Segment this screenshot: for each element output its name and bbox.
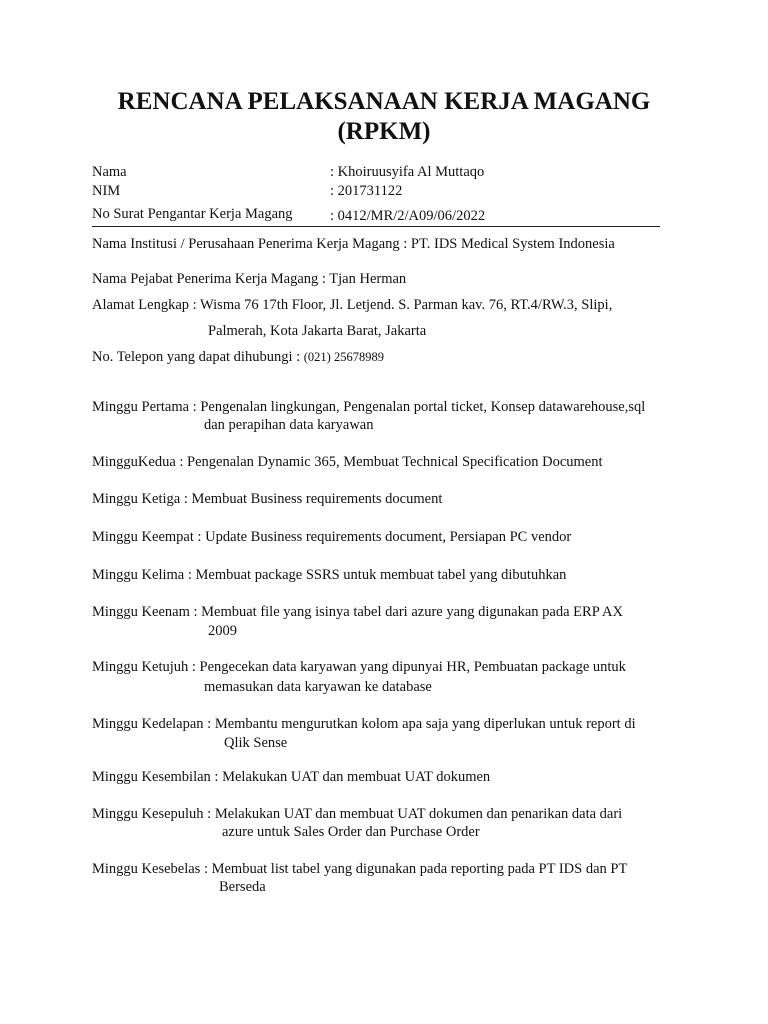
week-4-line-1: Minggu Keempat : Update Business requirements document, Persiapan PC vendor (92, 529, 572, 545)
address-line-2: Palmerah, Kota Jakarta Barat, Jakarta (208, 323, 427, 339)
week-2-line-1: MingguKedua : Pengenalan Dynamic 365, Membuat Technical Specification Document (92, 454, 603, 470)
document-title: RENCANA PELAKSANAAN KERJA MAGANG (117, 88, 651, 115)
letter-number-label: No Surat Pengantar Kerja Magang (92, 206, 293, 222)
letter-number-value: : 0412/MR/2/A09/06/2022 (330, 208, 486, 224)
week-7-line-2: memasukan data karyawan ke database (204, 679, 432, 695)
week-11-line-1: Minggu Kesebelas : Membuat list tabel yang digunakan pada reporting pada PT IDS dan PT (92, 861, 628, 877)
week-5-line-1: Minggu Kelima : Membuat package SSRS untuk membuat tabel yang dibutuhkan (92, 567, 567, 583)
week-8-line-1: Minggu Kedelapan : Membantu mengurutkan kolom apa saja yang diperlukan untuk report di (92, 716, 636, 732)
week-9-line-1: Minggu Kesembilan : Melakukan UAT dan membuat UAT dokumen (92, 769, 491, 785)
week-6-line-1: Minggu Keenam : Membuat file yang isinya tabel dari azure yang digunakan pada ERP AX (92, 604, 623, 620)
divider-line (92, 226, 660, 227)
week-6-line-2: 2009 (208, 623, 237, 639)
week-8-line-2: Qlik Sense (224, 735, 288, 751)
week-1-line-2: dan perapihan data karyawan (204, 417, 374, 433)
phone-label: No. Telepon yang dapat dihubungi : (92, 349, 304, 365)
phone-line (92, 348, 384, 366)
official-line: Nama Pejabat Penerima Kerja Magang : Tjan Herman (92, 271, 407, 287)
week-11-line-2: Berseda (219, 879, 266, 895)
week-10-line-1: Minggu Kesepuluh : Melakukan UAT dan membuat UAT dokumen dan penarikan data dari (92, 806, 623, 822)
week-1-line-1: Minggu Pertama : Pengenalan lingkungan, Pengenalan portal ticket, Konsep datawarehouse,sql (92, 399, 646, 415)
week-7-line-1: Minggu Ketujuh : Pengecekan data karyawan yang dipunyai HR, Pembuatan package untuk (92, 659, 626, 675)
phone-value: (021) 25678989 (303, 350, 384, 364)
address-line-1: Alamat Lengkap : Wisma 76 17th Floor, Jl. Letjend. S. Parman kav. 76, RT.4/RW.3, Slipi, (92, 297, 613, 313)
nim-value: : 201731122 (330, 183, 403, 199)
nim-label: NIM (92, 183, 121, 199)
name-value: : Khoiruusyifa Al Muttaqo (330, 164, 485, 180)
week-3-line-1: Minggu Ketiga : Membuat Business requirements document (92, 491, 443, 507)
institution-line: Nama Institusi / Perusahaan Penerima Kerja Magang : PT. IDS Medical System Indonesia (92, 236, 615, 252)
week-10-line-2: azure untuk Sales Order dan Purchase Order (222, 824, 480, 840)
document-subtitle: (RPKM) (337, 118, 431, 145)
name-label: Nama (92, 164, 127, 180)
